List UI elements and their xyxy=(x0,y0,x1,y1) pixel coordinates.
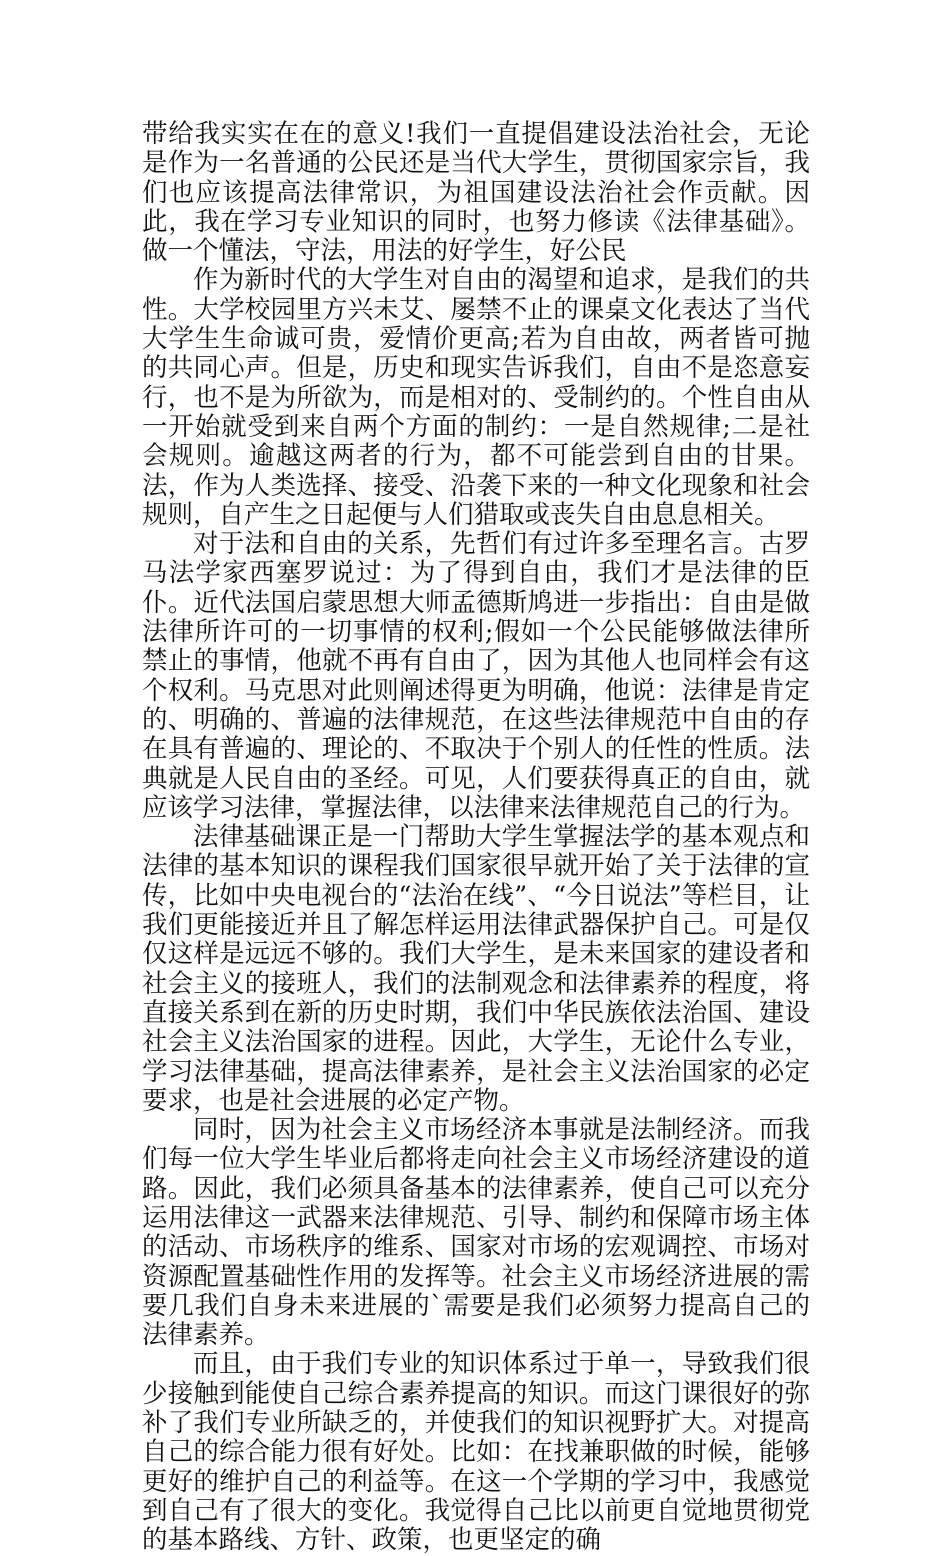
paragraph-2: 作为新时代的大学生对自由的渴望和追求，是我们的共性。大学校园里方兴未艾、屡禁不止的课桌文化表达了当代大学生生命诚可贵，爱情价更高;若为自由故，两者皆可抛的共同心声。但是，历史和现实告诉我们，自由不是恣意妄行，也不是为所欲为，而是相对的、受制约的。个性自由从一开始就受到来自两个方面的制约：一是自然规律;二是社会规则。逾越这两者的行为，都不可能尝到自由的甘果。法，作为人类选择、接受、沿袭下来的一种文化现象和社会规则，自产生之日起便与人们猎取或丧失自由息息相关。 xyxy=(142,265,810,530)
paragraph-4: 法律基础课正是一门帮助大学生掌握法学的基本观点和法律的基本知识的课程我们国家很早就开始了关于法律的宣传，比如中央电视台的“法治在线”、“今日说法”等栏目，让我们更能接近并且了解怎样运用法律武器保护自己。可是仅仅这样是远远不够的。我们大学生，是未来国家的建设者和社会主义的接班人，我们的法制观念和法律素养的程度，将直接关系到在新的历史时期，我们中华民族依法治国、建设社会主义法治国家的进程。因此，大学生，无论什么专业，学习法律基础，提高法律素养，是社会主义法治国家的必定要求，也是社会进展的必定产物。 xyxy=(142,822,810,1116)
document-body xyxy=(142,120,810,1556)
paragraph-6: 而且，由于我们专业的知识体系过于单一，导致我们很少接触到能使自己综合素养提高的知识。而这门课很好的弥补了我们专业所缺乏的，并使我们的知识视野扩大。对提高自己的综合能力很有好处。比如：在找兼职做的时候，能够更好的维护自己的利益等。在这一个学期的学习中，我感觉到自己有了很大的变化。我觉得自己比以前更自觉地贯彻党的基本路线、方针、政策，也更坚定的确 xyxy=(142,1349,810,1556)
paragraph-5: 同时，因为社会主义市场经济本事就是法制经济。而我们每一位大学生毕业后都将走向社会主义市场经济建设的道路。因此，我们必须具备基本的法律素养，使自己可以充分运用法律这一武器来法律规范、引导、制约和保障市场主体的活动、市场秩序的维系、国家对市场的宏观调控、市场对资源配置基础性作用的发挥等。社会主义市场经济进展的需要几我们自身未来进展的`需要是我们必须努力提高自己的法律素养。 xyxy=(142,1115,810,1351)
paragraph-1: 带给我实实在在的意义!我们一直提倡建设法治社会，无论是作为一名普通的公民还是当代大学生，贯彻国家宗旨，我们也应该提高法律常识，为祖国建设法治社会作贡献。因此，我在学习专业知识的同时，也努力修读《法律基础》。做一个懂法，守法，用法的好学生，好公民 xyxy=(142,119,810,267)
paragraph-3: 对于法和自由的关系，先哲们有过许多至理名言。古罗马法学家西塞罗说过：为了得到自由，我们才是法律的臣仆。近代法国启蒙思想大师孟德斯鸠进一步指出：自由是做法律所许可的一切事情的权利;假如一个公民能够做法律所禁止的事情，他就不再有自由了，因为其他人也同样会有这个权利。马克思对此则阐述得更为明确，他说：法律是肯定的、明确的、普遍的法律规范，在这些法律规范中自由的存在具有普遍的、理论的、不取决于个别人的任性的性质。法典就是人民自由的圣经。可见，人们要获得真正的自由，就应该学习法律，掌握法律，以法律来法律规范自己的行为。 xyxy=(142,529,810,823)
